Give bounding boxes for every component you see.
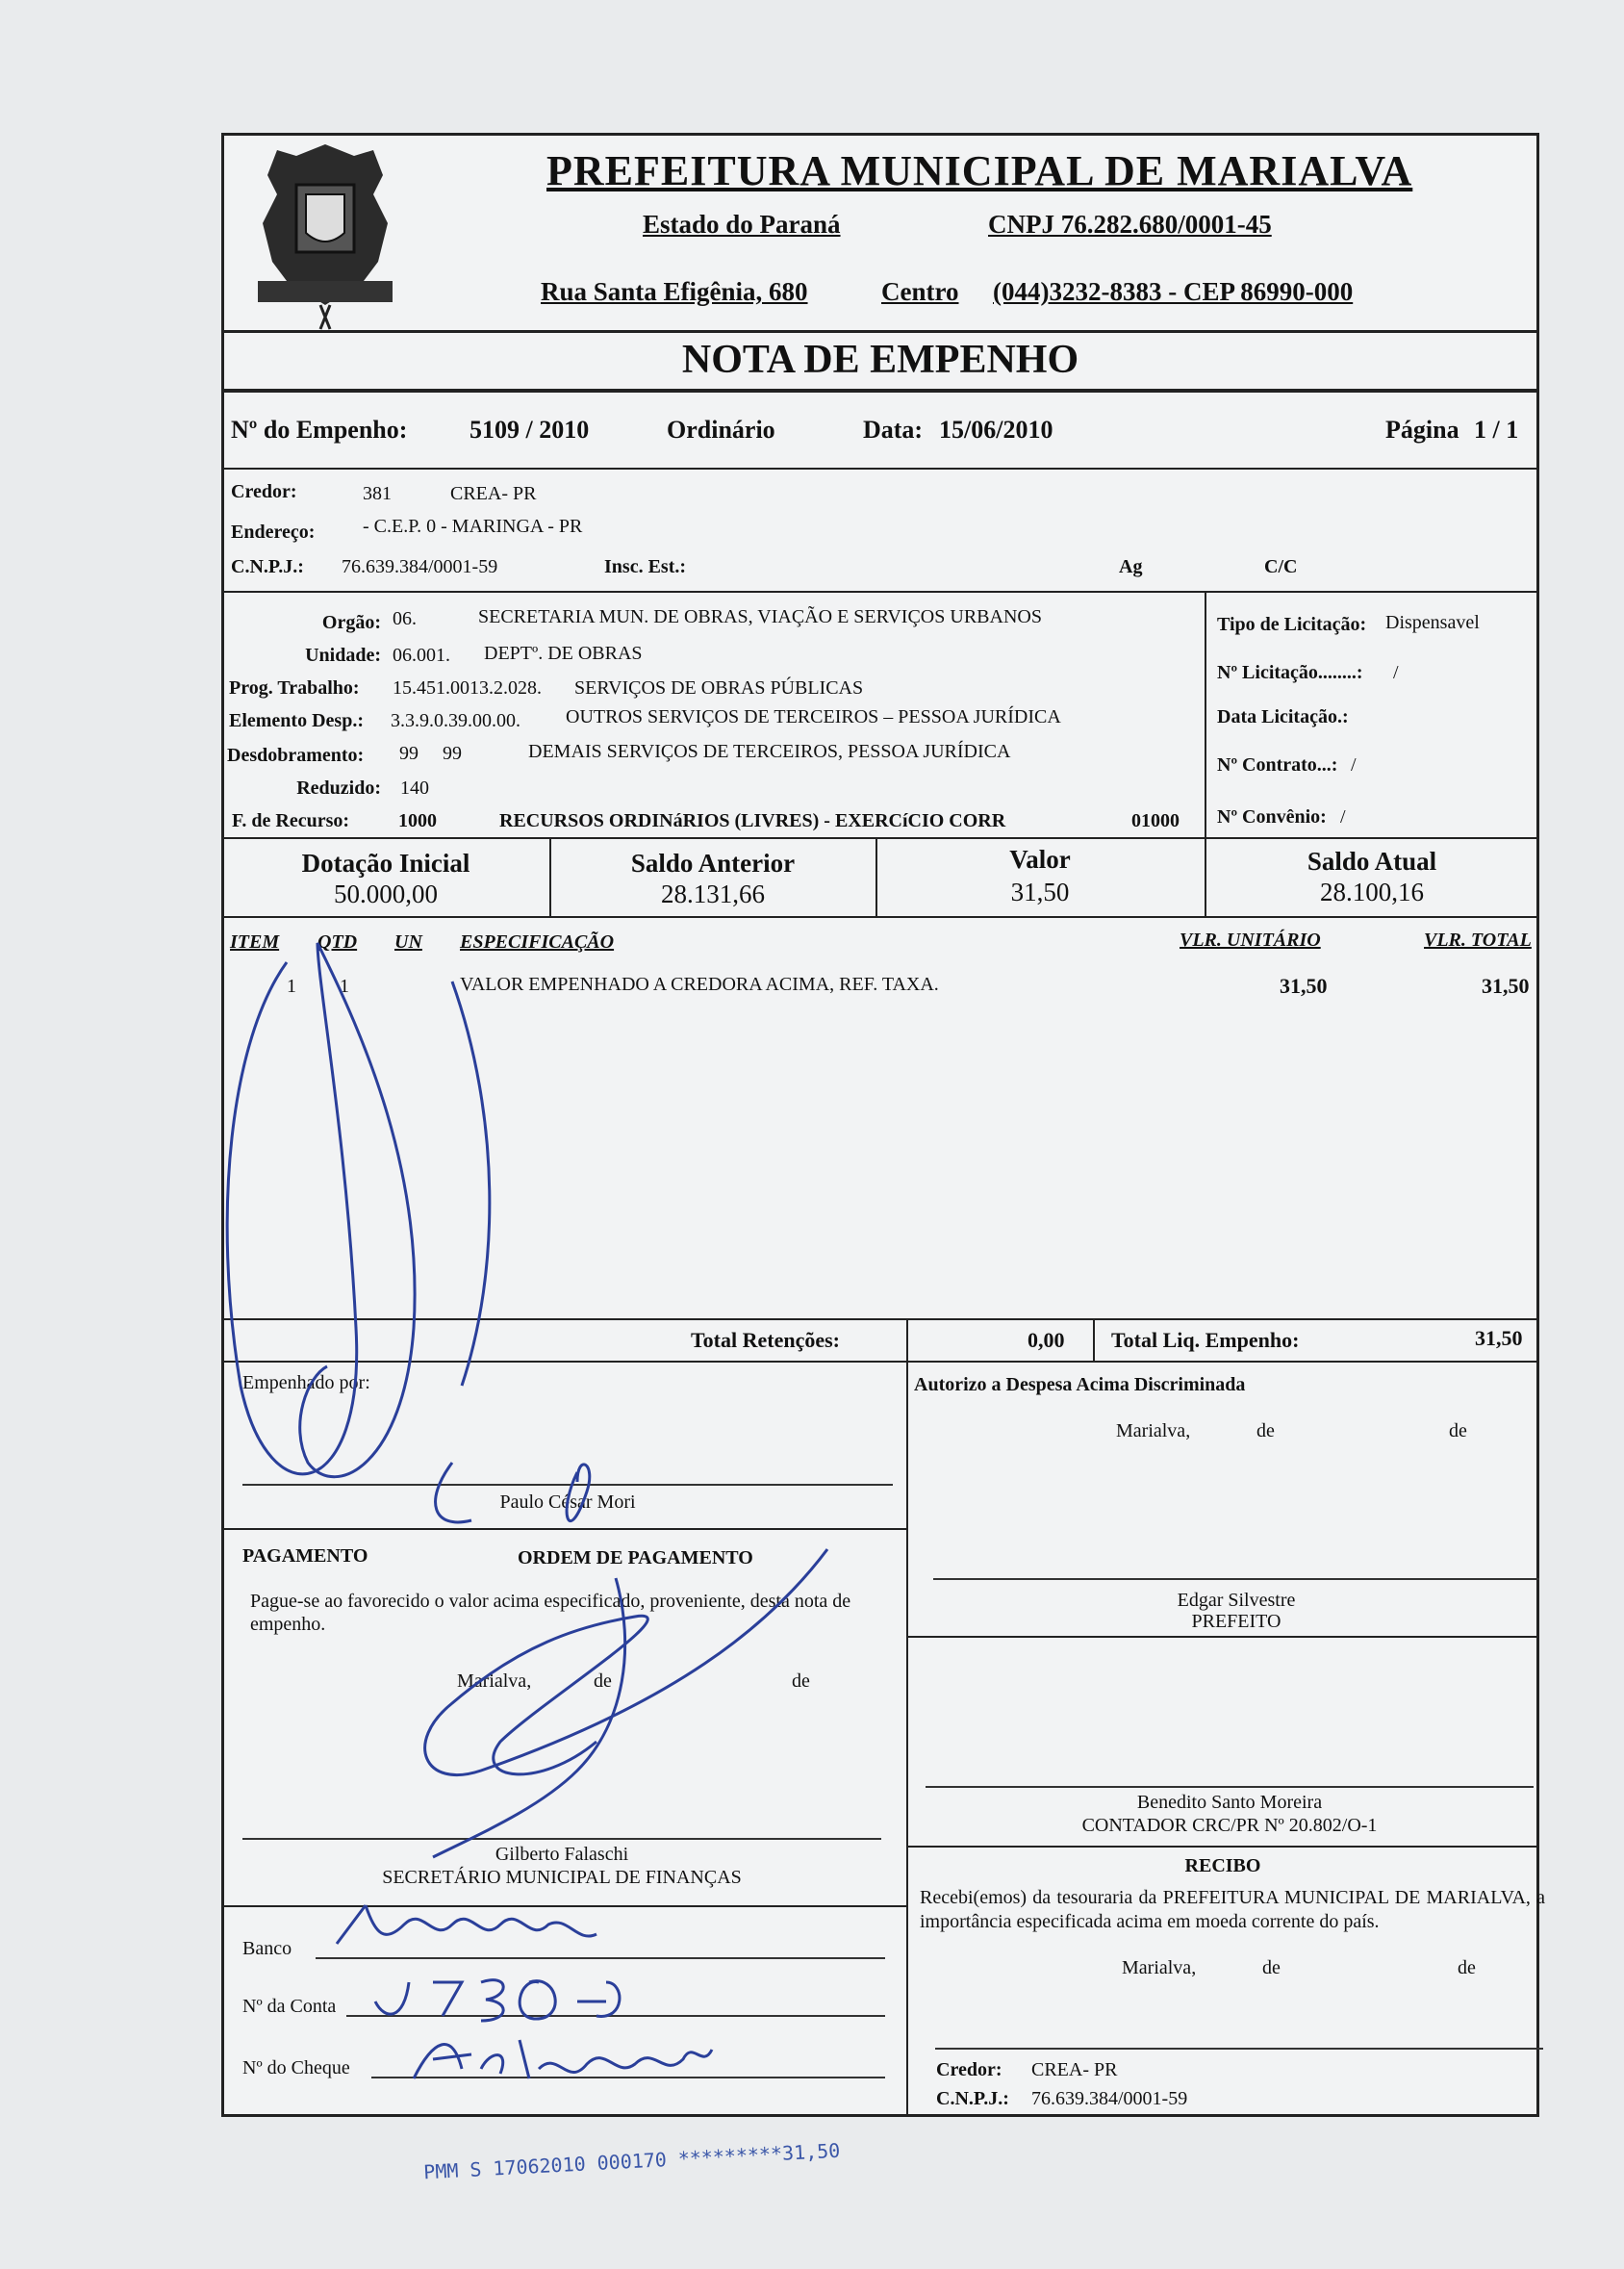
pagamento-city: Marialva, [457,1670,532,1692]
tipo-licitacao-value: Dispensavel [1385,612,1480,633]
dotacao-value: 50.000,00 [334,880,438,908]
pagamento-text: Pague-se ao favorecido o valor acima especificado, proveniente, desta nota de empenho. [250,1591,851,1635]
valor-label: Valor [1009,845,1071,874]
empenhado-name: Paulo César Mori [499,1491,636,1513]
licitacao-num-label: Nº Licitação........: [1217,662,1363,683]
cheque-label: Nº do Cheque [242,2057,350,2078]
contador-name: Benedito Santo Moreira [1136,1792,1323,1813]
pagamento-de1: de [594,1670,612,1692]
ordem-pagamento-label: ORDEM DE PAGAMENTO [518,1547,753,1568]
orgao-desc: SECRETARIA MUN. DE OBRAS, VIAÇÃO E SERVIÇOS URBANOS [478,606,1042,627]
item-qtd: 1 [340,976,349,997]
prog-label: Prog. Trabalho: [229,677,360,699]
recibo-de2: de [1458,1957,1476,1978]
signature-scribble-icon [212,924,616,1540]
credor-cnpj: 76.639.384/0001-59 [342,556,498,577]
reduzido-label: Reduzido: [296,778,381,799]
prog-desc: SERVIÇOS DE OBRAS PÚBLICAS [574,677,864,699]
col-qtd: QTD [317,931,358,953]
credor-name: CREA- PR [450,483,537,504]
header-phone-cep: (044)3232-8383 - CEP 86990-000 [993,277,1354,306]
retencoes-label: Total Retenções: [691,1328,840,1352]
item-especificacao: VALOR EMPENHADO A CREDORA ACIMA, REF. TAXA. [460,974,939,995]
secretario-name: Gilberto Falaschi [495,1844,629,1865]
credor-address: - C.E.P. 0 - MARINGA - PR [363,516,583,537]
empenhado-label: Empenhado por: [242,1372,370,1393]
retencoes-value: 0,00 [1028,1328,1065,1352]
header-street: Rua Santa Efigênia, 680 [541,277,808,306]
orgao-label: Orgão: [321,612,381,633]
col-vlr-unitario: VLR. UNITÁRIO [1180,930,1321,951]
autorizo-city: Marialva, [1116,1420,1191,1441]
recibo-title: RECIBO [1184,1855,1261,1876]
recibo-city: Marialva, [1122,1957,1197,1978]
recurso-code: 1000 [398,810,437,831]
liq-value: 31,50 [1475,1326,1523,1350]
cc-label: C/C [1264,556,1298,577]
recibo-credor-value: CREA- PR [1031,2059,1118,2080]
licitacao-num-value: / [1393,662,1399,683]
saldo-anterior-value: 28.131,66 [661,880,765,908]
page-label: Página [1385,416,1459,444]
recibo-de1: de [1262,1957,1281,1978]
col-un: UN [394,931,422,953]
pagamento-de2: de [792,1670,810,1692]
coat-of-arms-icon [229,137,421,339]
signature-mori-icon [385,1453,847,1896]
recurso-label: F. de Recurso: [232,810,350,831]
col-item: ITEM [230,931,280,953]
empenho-type: Ordinário [667,416,775,444]
prefeito-name: Edgar Silvestre [1177,1590,1296,1611]
convenio-label: Nº Convênio: [1217,806,1327,828]
col-vlr-total: VLR. TOTAL [1424,930,1532,951]
saldo-atual-label: Saldo Atual [1307,847,1437,876]
ag-label: Ag [1119,556,1143,577]
recibo-cnpj-label: C.N.P.J.: [936,2088,1009,2109]
unidade-desc: DEPTº. DE OBRAS [484,643,643,664]
item-vlr-unitario: 31,50 [1280,974,1328,998]
recurso-desc: RECURSOS ORDINáRIOS (LIVRES) - EXERCíCIO CORR [499,810,1006,831]
insc-label: Insc. Est.: [604,556,687,577]
handwritten-bank-icon [327,1896,673,1963]
credor-code: 381 [363,483,392,504]
conta-label: Nº da Conta [242,1996,337,2017]
saldo-anterior-label: Saldo Anterior [630,849,796,878]
contrato-label: Nº Contrato...: [1217,754,1338,776]
credor-label: Credor: [231,481,297,502]
header-title: PREFEITURA MUNICIPAL DE MARIALVA [546,147,1413,194]
autorizo-de2: de [1449,1420,1467,1441]
saldo-atual-value: 28.100,16 [1320,878,1424,906]
dotacao-label: Dotação Inicial [301,849,470,878]
desdobramento-code: 99 99 [399,743,462,764]
recurso-num: 01000 [1131,810,1180,831]
recibo-credor-label: Credor: [936,2059,1002,2080]
doc-title: NOTA DE EMPENHO [681,338,1079,382]
header-cnpj: CNPJ 76.282.680/0001-45 [988,210,1272,239]
empenho-number: 5109 / 2010 [469,416,590,444]
payment-stamp: PMM S 17062010 000170 *********31,50 [422,2138,841,2184]
recibo-cnpj-value: 76.639.384/0001-59 [1031,2088,1188,2109]
orgao-code: 06. [393,608,417,629]
elemento-desc: OUTROS SERVIÇOS DE TERCEIROS – PESSOA JURÍDICA [566,706,1061,727]
empenho-number-label: Nº do Empenho: [231,416,408,444]
contrato-value: / [1351,754,1357,776]
unidade-code: 06.001. [393,645,450,666]
desdobramento-desc: DEMAIS SERVIÇOS DE TERCEIROS, PESSOA JURÍDICA [528,741,1011,762]
empenho-date: 15/06/2010 [939,416,1053,444]
address-label: Endereço: [231,522,316,543]
elemento-label: Elemento Desp.: [229,710,364,731]
banco-label: Banco [242,1938,292,1959]
handwritten-cheque-icon [404,2021,731,2098]
header-district: Centro [881,277,959,306]
elemento-code: 3.3.9.0.39.00.00. [391,710,520,731]
autorizo-label: Autorizo a Despesa Acima Discriminada [914,1374,1246,1395]
prog-code: 15.451.0013.2.028. [393,677,542,699]
item-number: 1 [287,976,296,997]
recibo-text: Recebi(emos) da tesouraria da PREFEITURA MUNICIPAL DE MARIALVA, a importância especificada acima em moeda corrente do país. [920,1887,1545,1932]
contador-role: CONTADOR CRC/PR Nº 20.802/O-1 [1081,1815,1378,1836]
reduzido-code: 140 [400,778,429,799]
header-state: Estado do Paraná [643,210,841,239]
convenio-value: / [1340,806,1346,828]
item-vlr-total: 31,50 [1482,974,1530,998]
tipo-licitacao-label: Tipo de Licitação: [1217,614,1367,635]
licitacao-data-label: Data Licitação.: [1217,706,1349,727]
unidade-label: Unidade: [305,645,381,666]
valor-value: 31,50 [1010,878,1070,906]
secretario-role: SECRETÁRIO MUNICIPAL DE FINANÇAS [382,1867,742,1888]
cnpj-label: C.N.P.J.: [231,556,304,577]
desdobramento-label: Desdobramento: [227,745,365,766]
autorizo-de1: de [1256,1420,1275,1441]
liq-label: Total Liq. Empenho: [1111,1328,1300,1352]
page-number: 1 / 1 [1474,416,1519,444]
pagamento-label: PAGAMENTO [242,1545,368,1567]
col-especificacao: ESPECIFICAÇÃO [460,931,615,953]
prefeito-role: PREFEITO [1191,1611,1281,1632]
empenho-date-label: Data: [863,416,924,444]
